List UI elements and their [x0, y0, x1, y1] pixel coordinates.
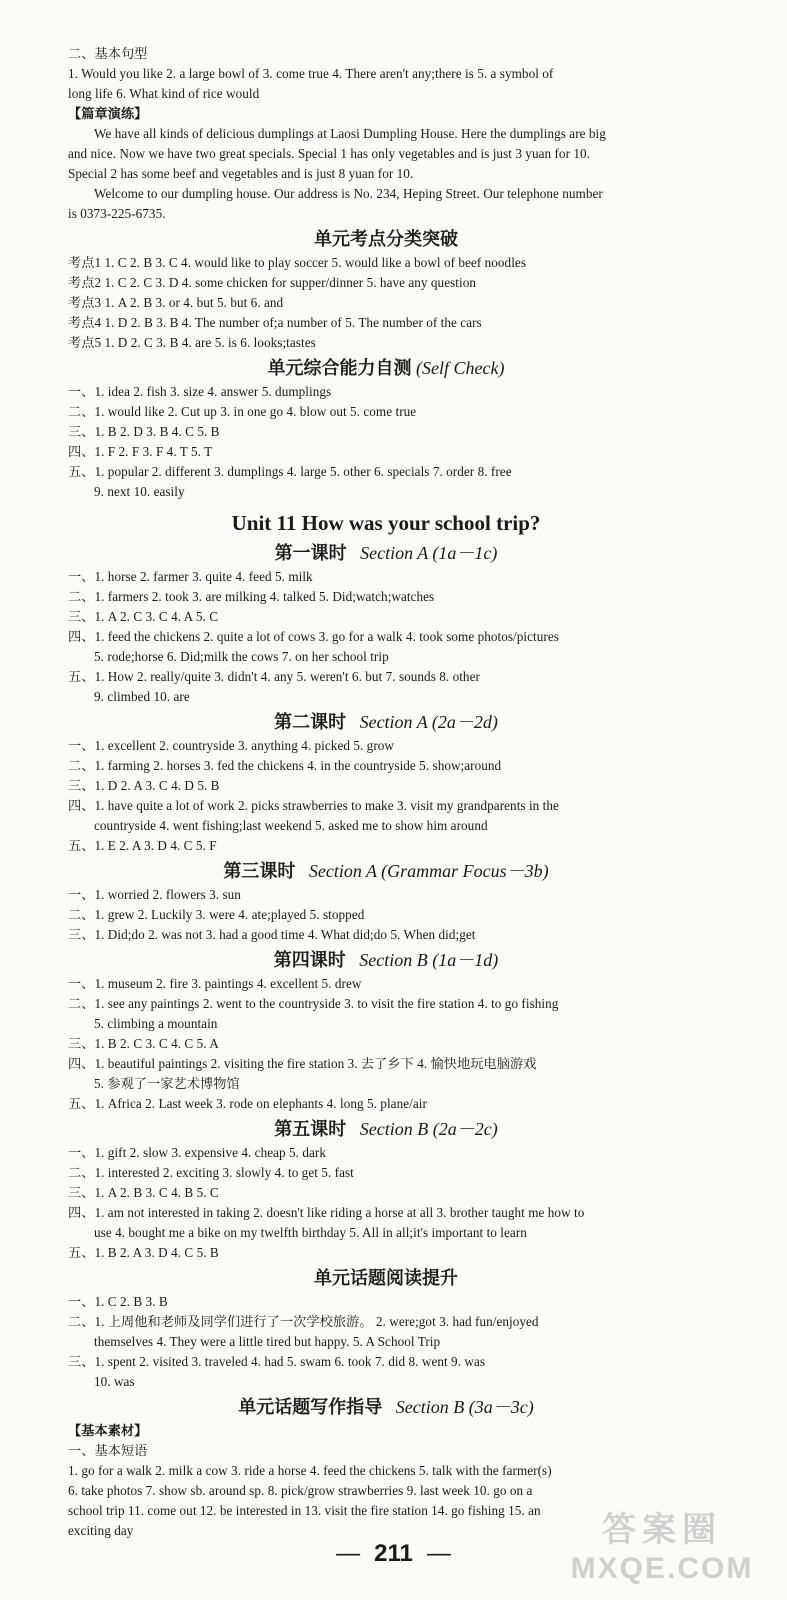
lesson1-section: Section A (1a－1c): [360, 543, 498, 563]
answer-line: 五、1. B 2. A 3. D 4. C 5. B: [68, 1245, 219, 1260]
answer-line: 5. climbing a mountain: [94, 1016, 218, 1031]
answer-line: 四、1. beautiful paintings 2. visiting the fire station 3. 去了乡下 4. 愉快地玩电脑游戏: [68, 1056, 537, 1071]
answer-line: 四、1. have quite a lot of work 2. picks strawberries to make 3. visit my grandparents in the: [68, 798, 559, 813]
answer-line: 一、1. excellent 2. countryside 3. anything 4. picked 5. grow: [68, 738, 394, 753]
passage-line: and nice. Now we have two great specials. Special 1 has only vegetables and is just 3 yuan for 10.: [68, 146, 590, 161]
answer-line: 五、1. How 2. really/quite 3. didn't 4. any 5. weren't 6. but 7. sounds 8. other: [68, 669, 480, 684]
answer-line: 二、1. interested 2. exciting 3. slowly 4. to get 5. fast: [68, 1165, 354, 1180]
answer-line: 5. 参观了一家艺术博物馆: [94, 1076, 240, 1091]
answer-line: 一、1. idea 2. fish 3. size 4. answer 5. dumplings: [68, 384, 332, 399]
answer-line: themselves 4. They were a little tired but happy. 5. A School Trip: [94, 1334, 441, 1349]
passage-line: is 0373-225-6735.: [68, 206, 166, 221]
answer-line: 四、1. feed the chickens 2. quite a lot of cows 3. go for a walk 4. took some photos/pictures: [68, 629, 559, 644]
lesson2-heading: [68, 709, 704, 735]
reading-title: 单元话题阅读提升: [314, 1268, 458, 1288]
selfcheck-title-en: (Self Check): [416, 358, 505, 378]
answer-line: countryside 4. went fishing;last weekend 5. asked me to show him around: [94, 818, 488, 833]
answer-line: 一、1. gift 2. slow 3. expensive 4. cheap 5. dark: [68, 1145, 326, 1160]
answer-line: 5. rode;horse 6. Did;milk the cows 7. on her school trip: [94, 649, 389, 664]
lesson5-heading: [68, 1116, 704, 1142]
answer-line: 三、1. D 2. A 3. C 4. D 5. B: [68, 778, 220, 793]
answer-line: 三、1. Did;do 2. was not 3. had a good time 4. What did;do 5. When did;get: [68, 927, 476, 942]
answer-line: 四、1. F 2. F 3. F 4. T 5. T: [68, 444, 213, 459]
answer-line: 考点4 1. D 2. B 3. B 4. The number of;a number of 5. The number of the cars: [68, 315, 482, 330]
answer-line: 三、1. A 2. B 3. C 4. B 5. C: [68, 1185, 219, 1200]
lesson3-title: 第三课时: [223, 861, 296, 881]
page-number-value: 211: [374, 1540, 413, 1567]
answer-line: 二、1. farmers 2. took 3. are milking 4. talked 5. Did;watch;watches: [68, 589, 435, 604]
material-label: 【基本素材】: [68, 1423, 148, 1438]
subsection-heading: 一、基本短语: [68, 1443, 148, 1458]
answer-line: 1. Would you like 2. a large bowl of 3. come true 4. There aren't any;there is 5. a symbol of: [68, 66, 554, 81]
answer-line: 三、1. spent 2. visited 3. traveled 4. had 5. swam 6. took 7. did 8. went 9. was: [68, 1354, 486, 1369]
answer-line: exciting day: [68, 1523, 134, 1538]
answer-line: 一、1. C 2. B 3. B: [68, 1294, 168, 1309]
passage-line: Welcome to our dumpling house. Our address is No. 234, Heping Street. Our telephone number: [94, 186, 603, 201]
answer-line: 一、1. horse 2. farmer 3. quite 4. feed 5. milk: [68, 569, 313, 584]
answer-line: 三、1. B 2. C 3. C 4. C 5. A: [68, 1036, 219, 1051]
answer-line: 五、1. E 2. A 3. D 4. C 5. F: [68, 838, 217, 853]
lesson4-section: Section B (1a－1d): [359, 950, 499, 970]
passage-line: Special 2 has some beef and vegetables and is just 8 yuan for 10.: [68, 166, 414, 181]
watermark-logo: [557, 1508, 767, 1596]
answer-line: 四、1. am not interested in taking 2. doesn't like riding a horse at all 3. brother taught me how to: [68, 1205, 585, 1220]
answer-line: 考点3 1. A 2. B 3. or 4. but 5. but 6. and: [68, 295, 284, 310]
lesson5-title: 第五课时: [274, 1119, 347, 1139]
answer-line: 二、1. see any paintings 2. went to the countryside 3. to visit the fire station 4. to go fishing: [68, 996, 559, 1011]
section-heading: 二、基本句型: [68, 46, 148, 61]
answer-line: 一、1. museum 2. fire 3. paintings 4. excellent 5. drew: [68, 976, 362, 991]
answer-line: 考点5 1. D 2. C 3. B 4. are 5. is 6. looks;tastes: [68, 335, 316, 350]
answer-line: 一、1. worried 2. flowers 3. sun: [68, 887, 241, 902]
lesson5-section: Section B (2a－2c): [359, 1119, 498, 1139]
writing-heading: [68, 1394, 704, 1420]
answer-line: school trip 11. come out 12. be interested in 13. visit the fire station 14. go fishing 15. an: [68, 1503, 541, 1518]
passage-label: 【篇章演练】: [68, 106, 148, 121]
answer-line: 二、1. grew 2. Luckily 3. were 4. ate;played 5. stopped: [68, 907, 365, 922]
answer-line: 二、1. would like 2. Cut up 3. in one go 4. blow out 5. come true: [68, 404, 417, 419]
answer-line: 考点2 1. C 2. C 3. D 4. some chicken for supper/dinner 5. have any question: [68, 275, 476, 290]
lesson4-title: 第四课时: [273, 950, 346, 970]
passage-line: We have all kinds of delicious dumplings at Laosi Dumpling House. Here the dumplings are big: [94, 126, 606, 141]
dash-right: —: [426, 1540, 451, 1567]
answer-line: 三、1. B 2. D 3. B 4. C 5. B: [68, 424, 220, 439]
lesson1-heading: [68, 540, 704, 566]
lesson4-heading: [68, 947, 704, 973]
answer-line: 6. take photos 7. show sb. around sp. 8. pick/grow strawberries 9. last week 10. go on a: [68, 1483, 533, 1498]
answer-line: 9. climbed 10. are: [94, 689, 190, 704]
unit-title: Unit 11 How was your school trip?: [231, 511, 541, 535]
watermark-cn: 答案圈: [602, 1511, 722, 1549]
lesson3-heading: [68, 858, 704, 884]
answer-line: 五、1. popular 2. different 3. dumplings 4. large 5. other 6. specials 7. order 8. free: [68, 464, 512, 479]
writing-title: 单元话题写作指导: [238, 1397, 383, 1417]
answer-line: 考点1 1. C 2. B 3. C 4. would like to play soccer 5. would like a bowl of beef noodles: [68, 255, 527, 270]
selfcheck-heading: [68, 355, 704, 381]
lesson3-section: Section A (Grammar Focus－3b): [308, 861, 549, 881]
selfcheck-title: 单元综合能力自测: [267, 358, 412, 378]
answer-line: 二、1. 上周他和老师及同学们进行了一次学校旅游。 2. were;got 3. had fun/enjoyed: [68, 1314, 539, 1329]
lesson1-title: 第一课时: [274, 543, 347, 563]
answer-line: 二、1. farming 2. horses 3. fed the chickens 4. in the countryside 5. show;around: [68, 758, 502, 773]
lesson2-title: 第二课时: [274, 712, 347, 732]
answer-line: 三、1. A 2. C 3. C 4. A 5. C: [68, 609, 219, 624]
answer-line: 1. go for a walk 2. milk a cow 3. ride a horse 4. feed the chickens 5. talk with the farmer(s): [68, 1463, 552, 1478]
writing-section: Section B (3a－3c): [395, 1397, 534, 1417]
answer-line: 五、1. Africa 2. Last week 3. rode on elephants 4. long 5. plane/air: [68, 1096, 427, 1111]
breakthrough-title: 单元考点分类突破: [314, 229, 458, 249]
page-content: [68, 44, 704, 1541]
answer-line: 10. was: [94, 1374, 135, 1389]
answer-line: long life 6. What kind of rice would: [68, 86, 260, 101]
watermark-en: MXQE.COM: [570, 1552, 754, 1585]
answer-line: 9. next 10. easily: [94, 484, 185, 499]
lesson2-section: Section A (2a－2d): [359, 712, 498, 732]
answer-line: use 4. bought me a bike on my twelfth birthday 5. All in all;it's important to learn: [94, 1225, 527, 1240]
dash-left: —: [336, 1540, 361, 1567]
